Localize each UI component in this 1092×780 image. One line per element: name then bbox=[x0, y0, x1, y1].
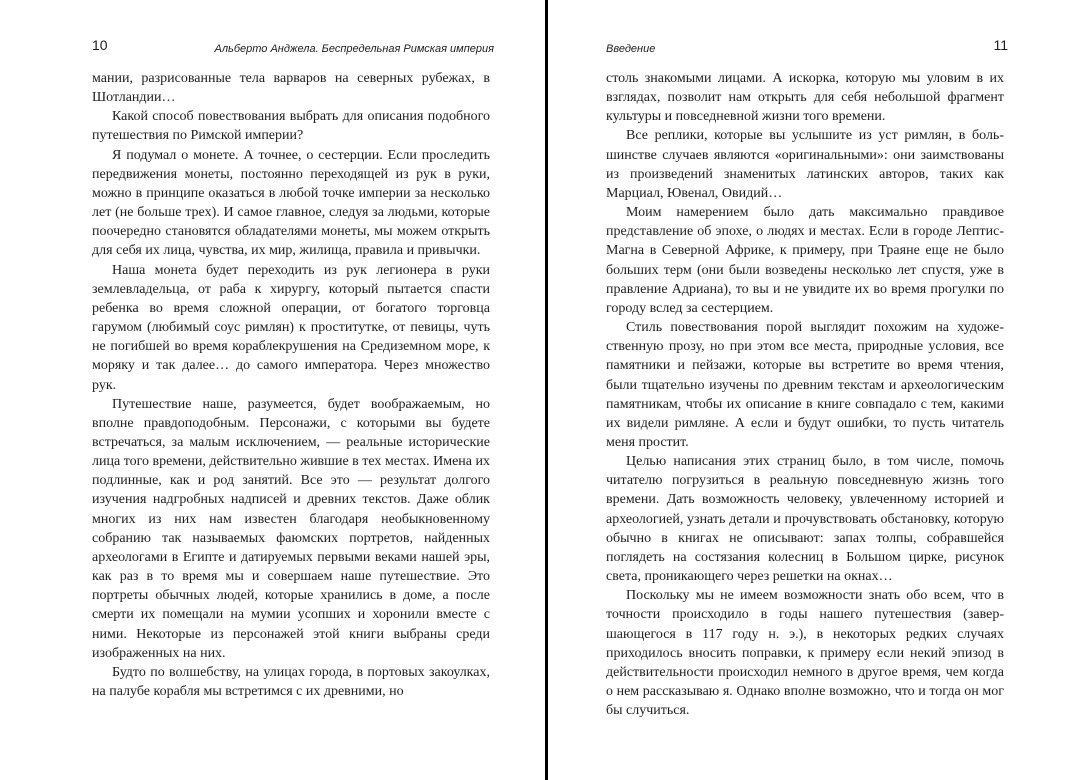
paragraph: Какой способ повествования выбрать для описания подобного путешествия по Римской империи? bbox=[92, 109, 490, 144]
paragraph: Моим намерением было дать максимально правдивое представление об эпохе, о людях и местах. Если в городе Лептис-Магна в Северной Африке, к примеру, при Траяне еще не было больших терм (они были возведены несколько лет спустя, уже в правление Адриана), то вы и не увидите их во время прогулки по городу вслед за сестерцием. bbox=[606, 205, 1004, 316]
paragraph: Стиль повествования порой выглядит похожим на художественную прозу, но при этом все места, природные условия, все памятники и пейзажи, которые вы встретите во время чтения, были тщательно изучены по древним текстам и археологическим памятникам, чтобы их описание в книге совпадало с тем, какими их видели римляне. А если и будут ошибки, то пусть читатель меня простит. bbox=[606, 320, 1004, 450]
body-text bbox=[606, 69, 1004, 720]
paragraph: Я подумал о монете. А точнее, о сестерции. Если проследить передвижения монеты, постоянно переходящей из рук в руки, можно в принципе оказаться в любой точке империи за несколько лет (не больше трех). И самое главное, следуя за людьми, которые поочередно становятся обладателями монеты, мы можем открыть для себя их лица, чувства, их мир, жилища, правила и привычки. bbox=[92, 147, 490, 259]
paragraph: Наша монета будет переходить из рук легионера в руки землевладельца, от раба к хирургу, который пытается спасти ребенка во время сложной операции, от богатого торговца гарумом (любимый соус римлян) к проститутке, от певицы, чуть не погибшей во время кораблекрушения на Средиземном море, к моряку и так далее… до самого императора. Через множество рук. bbox=[92, 262, 490, 393]
left-page bbox=[0, 0, 545, 780]
page-number: 11 bbox=[993, 37, 1008, 53]
paragraph: Все реплики, которые вы услышите из уст римлян, в большинстве случаев являются «оригинальными»: они заимствованы из произведений знаменитых латинских авторов, таких как Марциал, Ювенал, Овидий… bbox=[606, 128, 1004, 201]
paragraph: Целью написания этих страниц было, в том числе, помочь читателю погрузиться в реальную повседневную жизнь того времени. Дать возможность человеку, увлеченному историей и археологией, узнать детали и прочувствовать обстановку, которую обычно в книгах не описывают: запах толпы, собравшейся поглядеть на состязания колесниц в Большом цирке, рисунок света, проникающего через решетки на окнах… bbox=[606, 454, 1004, 585]
running-header bbox=[606, 38, 1008, 54]
paragraph: столь знакомыми лицами. А искорка, которую мы уловим в их взглядах, позволит нам открыть для себя небольшой фрагмент культуры и повседневной жизни того времени. bbox=[606, 71, 1004, 125]
running-header bbox=[92, 38, 494, 54]
paragraph: Путешествие наше, разумеется, будет воображаемым, но вполне правдоподобным. Персонажи, с которыми вы будете встречаться, за малым исключением, — реальные исторические лица того времени, действительно жившие в тех местах. Имена их подлинные, как и род занятий. Все это — результат долгого изучения надгробных надписей и древних текстов. Даже облик многих из них нам известен благодаря необыкновенному собранию так называемых фаюмских портретов, найденных археологами в Египте и датируемых первыми веками нашей эры, как раз в то время мы и совершаем наше путешествие. Это портреты обычных людей, которые хранились в доме, а после смерти их помещали на мумии усопших и хоронили вместе с ними. Некоторые из персонажей этой книги выбраны среди изображенных на них. bbox=[92, 396, 490, 661]
paragraph: мании, разрисованные тела варваров на северных рубежах, в Шотландии… bbox=[92, 71, 490, 106]
running-head-title: Альберто Анджела. Беспредельная Римская империя bbox=[214, 43, 494, 55]
page-number: 10 bbox=[92, 37, 108, 53]
running-head-title: Введение bbox=[606, 43, 656, 55]
paragraph: Будто по волшебству, на улицах города, в портовых закоулках, на палубе корабля мы встретимся с их древними, но bbox=[92, 664, 490, 699]
right-page bbox=[548, 0, 1092, 780]
body-text bbox=[92, 69, 490, 701]
paragraph: Поскольку мы не имеем возможности знать обо всем, что в точности происходило в годы нашего путешествия (завершающегося в 117 году н. э.), в некоторых редких случаях приходилось вносить поправки, к примеру если некий эпизод в действительности происходил немного в другое время, чем когда о нем рассказываю я. Однако вполне возможно, что и тогда он мог бы случиться. bbox=[606, 588, 1004, 719]
